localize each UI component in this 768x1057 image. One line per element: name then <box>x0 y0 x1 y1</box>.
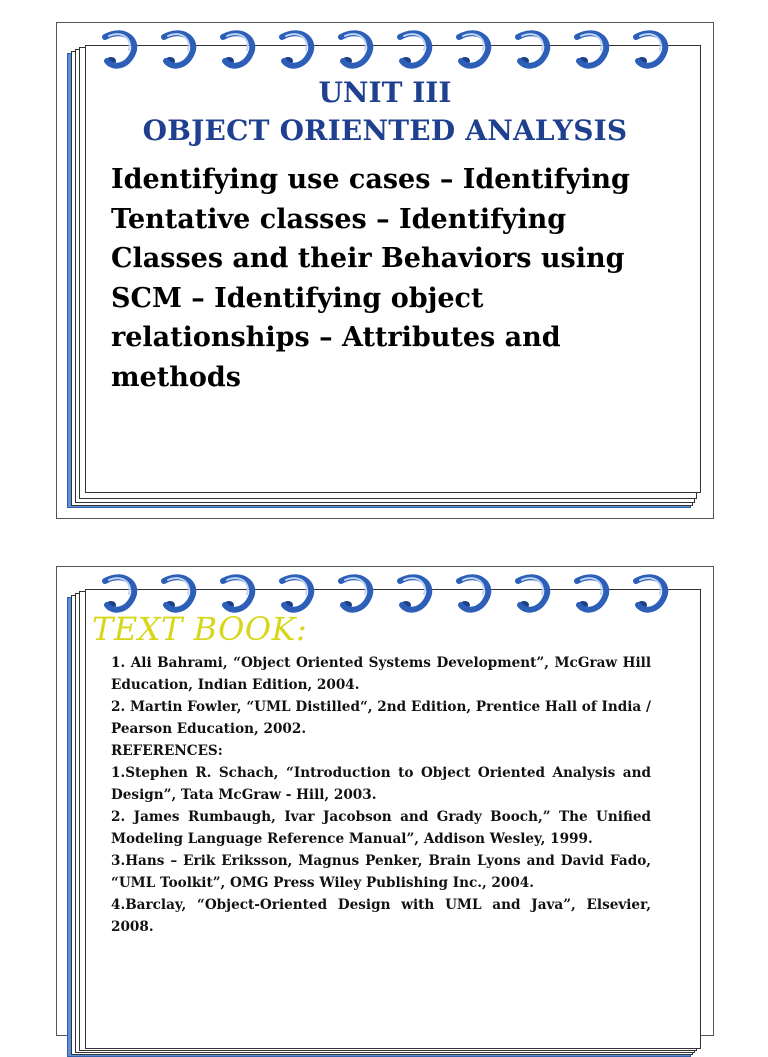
spiral-binding-ring-icon <box>341 33 370 65</box>
spiral-binding-ring-icon <box>400 577 429 609</box>
reference-item: 2. Martin Fowler, “UML Distilled“, 2nd Edition, Prentice Hall of India / Pearson Education, 2002. <box>111 699 651 737</box>
spiral-binding-ring-icon <box>636 577 665 609</box>
spiral-binding-ring-icon <box>459 33 488 65</box>
topics-text: Identifying use cases – Identifying Tentative classes – Identifying Classes and their Behaviors using SCM – Identifying object relationships – Attributes and methods <box>111 164 630 393</box>
spiral-binding-ring-icon <box>577 577 606 609</box>
reference-item: 1. Ali Bahrami, “Object Oriented Systems Development”, McGraw Hill Education, Indian Edition, 2004. <box>111 655 651 693</box>
reference-item: 3.Hans – Erik Eriksson, Magnus Penker, Brain Lyons and David Fado, “UML Toolkit”, OMG Press Wiley Publishing Inc., 2004. <box>111 853 651 891</box>
reference-item: 1.Stephen R. Schach, “Introduction to Object Oriented Analysis and Design”, Tata McGraw - Hill, 2003. <box>111 765 651 803</box>
spiral-binding-ring-icon <box>459 577 488 609</box>
spiral-binding-ring-icon <box>518 33 547 65</box>
spiral-binding-ring-icon <box>636 33 665 65</box>
spiral-binding-ring-icon <box>164 33 193 65</box>
spiral-binding-ring-icon <box>105 577 134 609</box>
spiral-binding-ring-icon <box>577 33 606 65</box>
spiral-binding-ring-icon <box>105 33 134 65</box>
reference-list <box>111 652 651 938</box>
spiral-binding-ring-icon <box>400 33 429 65</box>
reference-item: 2. James Rumbaugh, Ivar Jacobson and Grady Booch,” The Unified Modeling Language Reference Manual”, Addison Wesley, 1999. <box>111 809 651 847</box>
spiral-binding-ring-icon <box>341 577 370 609</box>
unit-title: UNIT III <box>318 76 452 109</box>
spiral-binding-ring-icon <box>223 577 252 609</box>
unit-subtitle: OBJECT ORIENTED ANALYSIS <box>142 114 628 147</box>
spiral-binding-ring-icon <box>518 577 547 609</box>
textbook-heading: TEXT BOOK: <box>92 610 308 648</box>
references-heading: REFERENCES: <box>111 743 223 759</box>
spiral-binding-ring-icon <box>223 33 252 65</box>
spiral-binding-ring-icon <box>282 33 311 65</box>
spiral-binding-ring-icon <box>282 577 311 609</box>
reference-item: 4.Barclay, “Object-Oriented Design with UML and Java”, Elsevier, 2008. <box>111 897 651 935</box>
spiral-binding-ring-icon <box>164 577 193 609</box>
